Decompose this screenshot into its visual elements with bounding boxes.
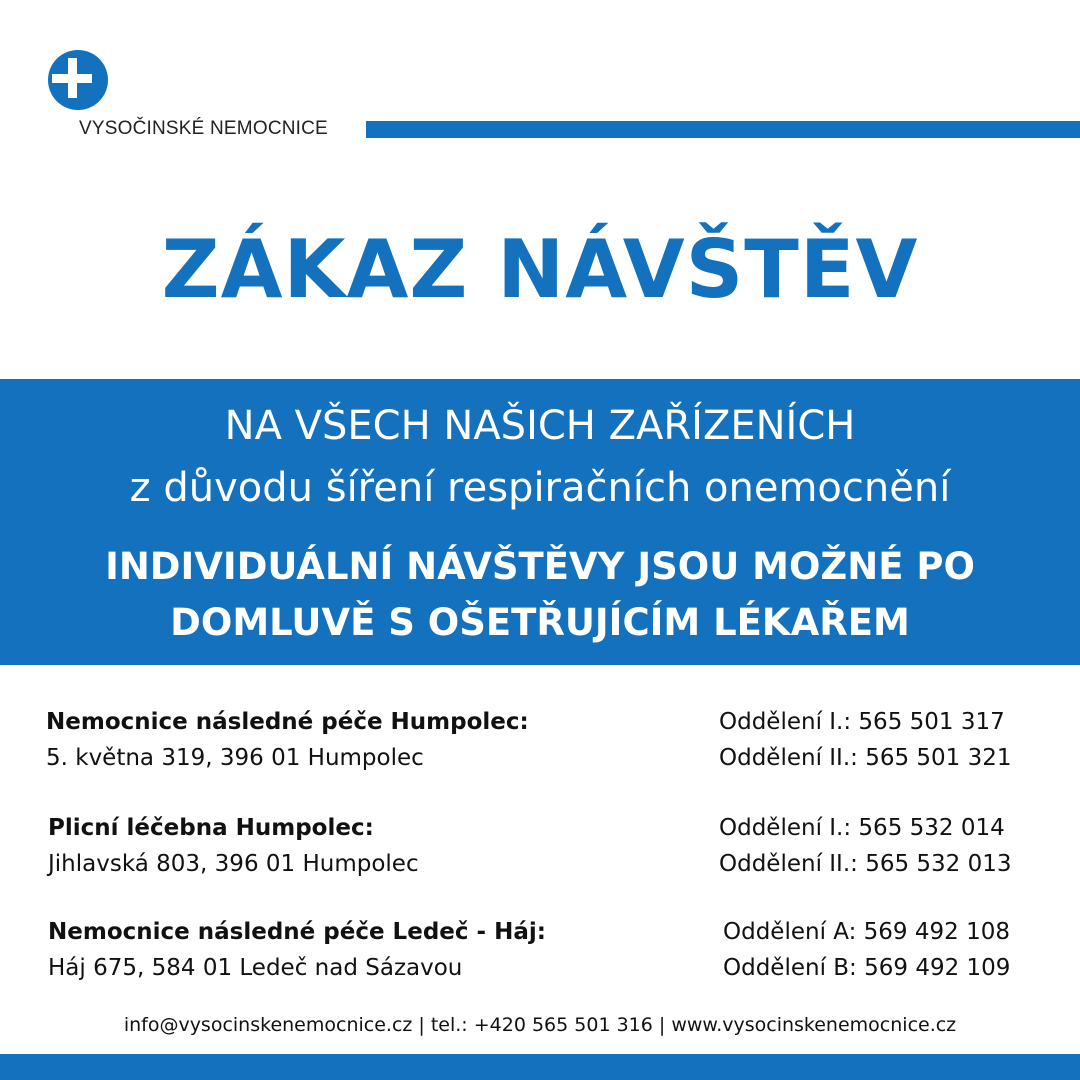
header-rule [366, 121, 1080, 138]
facility-name: Plicní léčebna Humpolec: [48, 815, 374, 841]
logo-text: VYSOČINSKÉ NEMOCNICE [79, 118, 328, 139]
facility-address: 5. května 319, 396 01 Humpolec [46, 745, 424, 771]
facility-phone: Oddělení I.: 565 501 317 [719, 709, 1005, 735]
banner-exception [0, 539, 1080, 651]
facility-name: Nemocnice následné péče Ledeč - Háj: [48, 919, 546, 945]
facility-phone: Oddělení A: 569 492 108 [723, 919, 1010, 945]
banner-exception-line-2: DOMLUVĚ S OŠETŘUJÍCÍM LÉKAŘEM [170, 601, 910, 644]
facility-phone: Oddělení B: 569 492 109 [723, 955, 1011, 981]
facility-humpolec-plicni [0, 810, 1080, 890]
facility-phone: Oddělení I.: 565 532 014 [719, 815, 1005, 841]
facility-address: Háj 675, 584 01 Ledeč nad Sázavou [48, 955, 463, 981]
banner-exception-line-1: INDIVIDUÁLNÍ NÁVŠTĚVY JSOU MOŽNÉ PO [105, 545, 975, 588]
page-title: ZÁKAZ NÁVŠTĚV [161, 223, 919, 316]
facility-phone: Oddělení II.: 565 532 013 [719, 851, 1012, 877]
hospital-cross-logo-icon [48, 50, 108, 110]
facility-phone: Oddělení II.: 565 501 321 [719, 745, 1012, 771]
banner-line-reason: z důvodu šíření respiračních onemocnění [129, 465, 951, 511]
banner-line-facilities: NA VŠECH NAŠICH ZAŘÍZENÍCH [224, 403, 856, 449]
facility-name: Nemocnice následné péče Humpolec: [46, 709, 529, 735]
footer-contact: info@vysocinskenemocnice.cz | tel.: +420 565 501 316 | www.vysocinskenemocnice.cz [123, 1014, 957, 1036]
facility-humpolec-nnp [0, 704, 1080, 784]
facility-ledec-haj [0, 914, 1080, 994]
facility-address: Jihlavská 803, 396 01 Humpolec [48, 851, 419, 877]
bottom-bar [0, 1054, 1080, 1080]
notice-banner [0, 379, 1080, 665]
